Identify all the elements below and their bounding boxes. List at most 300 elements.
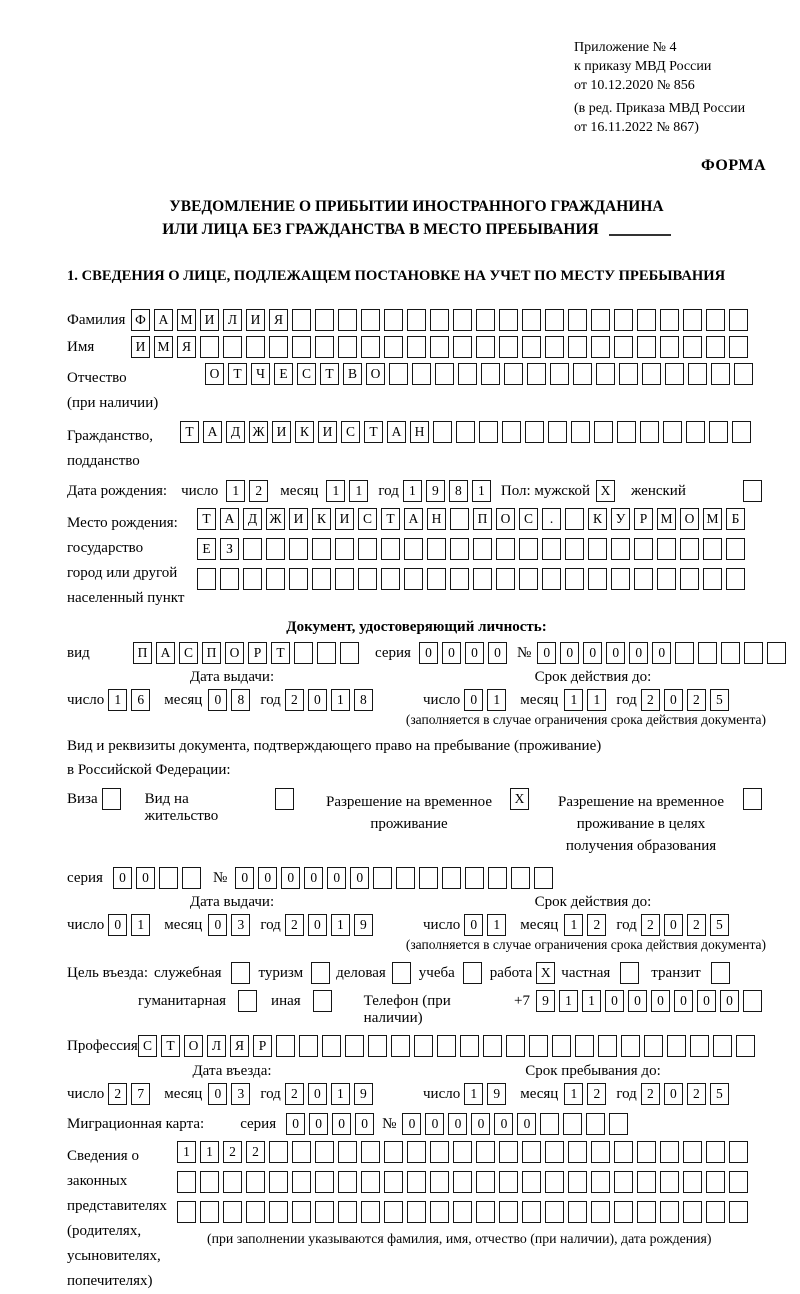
char-cell[interactable] (200, 1171, 219, 1193)
char-cell[interactable]: Л (207, 1035, 226, 1057)
char-cell[interactable]: 0 (606, 642, 625, 664)
char-cell[interactable] (450, 538, 469, 560)
char-cell[interactable]: С (358, 508, 377, 530)
char-cell[interactable] (292, 336, 311, 358)
char-cell[interactable] (220, 568, 239, 590)
char-cell[interactable] (522, 1141, 541, 1163)
char-cell[interactable]: Т (364, 421, 383, 443)
char-cell[interactable] (690, 1035, 709, 1057)
char-cell[interactable]: 0 (494, 1113, 513, 1135)
char-cell[interactable] (657, 538, 676, 560)
char-cell[interactable]: 0 (332, 1113, 351, 1135)
char-cell[interactable]: Д (226, 421, 245, 443)
checkbox-work[interactable]: X (536, 962, 555, 984)
char-cell[interactable] (637, 309, 656, 331)
checkbox-private[interactable] (620, 962, 639, 984)
char-cell[interactable] (269, 1171, 288, 1193)
char-cell[interactable]: Я (230, 1035, 249, 1057)
char-cell[interactable] (315, 336, 334, 358)
char-cell[interactable] (706, 309, 725, 331)
birth-month-boxes[interactable] (326, 480, 372, 502)
char-cell[interactable] (542, 568, 561, 590)
birth-day-boxes[interactable] (226, 480, 272, 502)
char-cell[interactable] (680, 538, 699, 560)
char-cell[interactable]: 0 (309, 1113, 328, 1135)
char-cell[interactable] (683, 336, 702, 358)
char-cell[interactable] (430, 1171, 449, 1193)
char-cell[interactable] (476, 1141, 495, 1163)
char-cell[interactable]: М (657, 508, 676, 530)
char-cell[interactable] (743, 990, 762, 1012)
char-cell[interactable]: 0 (425, 1113, 444, 1135)
char-cell[interactable] (726, 538, 745, 560)
char-cell[interactable]: 1 (587, 689, 606, 711)
char-cell[interactable] (734, 363, 753, 385)
char-cell[interactable]: 9 (354, 914, 373, 936)
char-cell[interactable] (292, 309, 311, 331)
char-cell[interactable] (197, 568, 216, 590)
char-cell[interactable]: 0 (308, 914, 327, 936)
char-cell[interactable] (522, 1171, 541, 1193)
char-cell[interactable]: 7 (131, 1083, 150, 1105)
char-cell[interactable] (200, 336, 219, 358)
stay-month-boxes[interactable] (564, 1083, 610, 1105)
char-cell[interactable]: А (404, 508, 423, 530)
char-cell[interactable] (660, 1171, 679, 1193)
char-cell[interactable] (407, 1201, 426, 1223)
char-cell[interactable] (159, 867, 178, 889)
doc-series-boxes[interactable] (419, 642, 511, 664)
char-cell[interactable] (396, 867, 415, 889)
char-cell[interactable]: С (138, 1035, 157, 1057)
char-cell[interactable]: 1 (559, 990, 578, 1012)
checkbox-male[interactable]: X (596, 480, 615, 502)
char-cell[interactable]: 1 (349, 480, 368, 502)
char-cell[interactable]: 0 (674, 990, 693, 1012)
char-cell[interactable]: О (680, 508, 699, 530)
char-cell[interactable] (667, 1035, 686, 1057)
char-cell[interactable] (614, 309, 633, 331)
char-cell[interactable]: . (542, 508, 561, 530)
char-cell[interactable] (335, 568, 354, 590)
char-cell[interactable] (596, 363, 615, 385)
char-cell[interactable] (246, 1171, 265, 1193)
char-cell[interactable] (312, 538, 331, 560)
char-cell[interactable]: 0 (113, 867, 132, 889)
char-cell[interactable] (435, 363, 454, 385)
char-cell[interactable] (294, 642, 313, 664)
char-cell[interactable]: А (387, 421, 406, 443)
birth-place-row-2[interactable] (197, 538, 749, 560)
char-cell[interactable] (361, 336, 380, 358)
char-cell[interactable]: Н (410, 421, 429, 443)
char-cell[interactable] (361, 1171, 380, 1193)
char-cell[interactable]: Р (248, 642, 267, 664)
char-cell[interactable]: 3 (231, 914, 250, 936)
char-cell[interactable]: Е (274, 363, 293, 385)
char-cell[interactable] (338, 309, 357, 331)
char-cell[interactable]: 2 (641, 1083, 660, 1105)
char-cell[interactable]: 2 (641, 689, 660, 711)
char-cell[interactable] (476, 1201, 495, 1223)
char-cell[interactable] (614, 1171, 633, 1193)
char-cell[interactable] (637, 1141, 656, 1163)
checkbox-residence-permit[interactable] (275, 788, 294, 810)
representatives-row-3[interactable] (177, 1201, 752, 1223)
migration-series-boxes[interactable] (286, 1113, 378, 1135)
char-cell[interactable] (407, 336, 426, 358)
char-cell[interactable] (729, 1141, 748, 1163)
char-cell[interactable] (299, 1035, 318, 1057)
char-cell[interactable] (473, 568, 492, 590)
char-cell[interactable] (499, 336, 518, 358)
char-cell[interactable] (660, 1201, 679, 1223)
char-cell[interactable]: П (473, 508, 492, 530)
char-cell[interactable] (246, 1201, 265, 1223)
char-cell[interactable] (568, 1201, 587, 1223)
char-cell[interactable] (292, 1201, 311, 1223)
char-cell[interactable]: Н (427, 508, 446, 530)
char-cell[interactable]: 1 (564, 1083, 583, 1105)
char-cell[interactable]: 3 (231, 1083, 250, 1105)
char-cell[interactable]: 1 (331, 914, 350, 936)
char-cell[interactable]: И (246, 309, 265, 331)
char-cell[interactable] (644, 1035, 663, 1057)
char-cell[interactable]: 0 (442, 642, 461, 664)
phone-boxes[interactable] (536, 990, 766, 1012)
char-cell[interactable] (550, 363, 569, 385)
char-cell[interactable]: 0 (517, 1113, 536, 1135)
char-cell[interactable] (437, 1035, 456, 1057)
char-cell[interactable] (427, 538, 446, 560)
char-cell[interactable]: 0 (651, 990, 670, 1012)
char-cell[interactable]: О (225, 642, 244, 664)
char-cell[interactable] (565, 568, 584, 590)
char-cell[interactable] (634, 568, 653, 590)
patronymic-boxes[interactable] (205, 363, 757, 385)
char-cell[interactable]: 1 (403, 480, 422, 502)
char-cell[interactable] (511, 867, 530, 889)
char-cell[interactable] (527, 363, 546, 385)
char-cell[interactable]: 1 (331, 689, 350, 711)
char-cell[interactable] (675, 642, 694, 664)
char-cell[interactable] (433, 421, 452, 443)
checkbox-temp-residence-education[interactable] (743, 788, 762, 810)
char-cell[interactable]: 1 (487, 914, 506, 936)
char-cell[interactable]: 6 (131, 689, 150, 711)
char-cell[interactable] (276, 1035, 295, 1057)
char-cell[interactable] (269, 1141, 288, 1163)
char-cell[interactable] (269, 1201, 288, 1223)
char-cell[interactable] (391, 1035, 410, 1057)
char-cell[interactable] (703, 568, 722, 590)
char-cell[interactable] (545, 309, 564, 331)
char-cell[interactable] (683, 1141, 702, 1163)
char-cell[interactable] (289, 568, 308, 590)
char-cell[interactable]: И (131, 336, 150, 358)
char-cell[interactable] (223, 336, 242, 358)
char-cell[interactable]: 9 (354, 1083, 373, 1105)
char-cell[interactable] (660, 1141, 679, 1163)
checkbox-other[interactable] (313, 990, 332, 1012)
char-cell[interactable]: 0 (208, 914, 227, 936)
residence-series-boxes[interactable] (113, 867, 205, 889)
char-cell[interactable]: И (272, 421, 291, 443)
char-cell[interactable] (223, 1201, 242, 1223)
issue-day-boxes[interactable] (108, 689, 154, 711)
char-cell[interactable] (706, 1141, 725, 1163)
char-cell[interactable] (545, 336, 564, 358)
char-cell[interactable]: Б (726, 508, 745, 530)
char-cell[interactable] (573, 363, 592, 385)
char-cell[interactable] (594, 421, 613, 443)
char-cell[interactable] (709, 421, 728, 443)
char-cell[interactable]: 2 (285, 1083, 304, 1105)
char-cell[interactable] (588, 568, 607, 590)
stay-day-boxes[interactable] (464, 1083, 510, 1105)
char-cell[interactable] (450, 568, 469, 590)
checkbox-study[interactable] (463, 962, 482, 984)
char-cell[interactable] (338, 1141, 357, 1163)
char-cell[interactable]: 0 (281, 867, 300, 889)
char-cell[interactable] (698, 642, 717, 664)
checkbox-official[interactable] (231, 962, 250, 984)
char-cell[interactable] (683, 1171, 702, 1193)
char-cell[interactable] (563, 1113, 582, 1135)
char-cell[interactable] (338, 336, 357, 358)
char-cell[interactable]: М (154, 336, 173, 358)
char-cell[interactable]: 2 (587, 914, 606, 936)
char-cell[interactable] (315, 309, 334, 331)
char-cell[interactable] (266, 538, 285, 560)
char-cell[interactable] (453, 1201, 472, 1223)
char-cell[interactable] (688, 363, 707, 385)
char-cell[interactable] (703, 538, 722, 560)
char-cell[interactable] (322, 1035, 341, 1057)
char-cell[interactable]: 2 (687, 689, 706, 711)
char-cell[interactable]: 0 (419, 642, 438, 664)
char-cell[interactable] (637, 336, 656, 358)
doc-kind-boxes[interactable] (133, 642, 363, 664)
char-cell[interactable]: 0 (488, 642, 507, 664)
char-cell[interactable] (389, 363, 408, 385)
char-cell[interactable] (496, 568, 515, 590)
char-cell[interactable]: 0 (605, 990, 624, 1012)
char-cell[interactable] (621, 1035, 640, 1057)
char-cell[interactable] (358, 538, 377, 560)
stay-year-boxes[interactable] (641, 1083, 733, 1105)
surname-boxes[interactable] (131, 309, 752, 331)
char-cell[interactable] (200, 1201, 219, 1223)
char-cell[interactable] (430, 1141, 449, 1163)
char-cell[interactable] (519, 538, 538, 560)
char-cell[interactable] (519, 568, 538, 590)
char-cell[interactable] (767, 642, 786, 664)
char-cell[interactable] (729, 309, 748, 331)
char-cell[interactable] (458, 363, 477, 385)
char-cell[interactable]: 0 (350, 867, 369, 889)
char-cell[interactable]: К (588, 508, 607, 530)
doc-number-boxes[interactable] (537, 642, 790, 664)
char-cell[interactable] (456, 421, 475, 443)
char-cell[interactable]: А (203, 421, 222, 443)
char-cell[interactable]: С (341, 421, 360, 443)
char-cell[interactable]: М (703, 508, 722, 530)
char-cell[interactable]: 0 (108, 914, 127, 936)
char-cell[interactable] (522, 309, 541, 331)
char-cell[interactable] (706, 1171, 725, 1193)
char-cell[interactable] (499, 1141, 518, 1163)
char-cell[interactable] (588, 538, 607, 560)
char-cell[interactable]: С (297, 363, 316, 385)
char-cell[interactable]: 0 (664, 689, 683, 711)
entry-day-boxes[interactable] (108, 1083, 154, 1105)
char-cell[interactable] (609, 1113, 628, 1135)
char-cell[interactable] (476, 1171, 495, 1193)
char-cell[interactable] (292, 1171, 311, 1193)
issue-month-boxes[interactable] (208, 689, 254, 711)
char-cell[interactable] (565, 538, 584, 560)
valid-day-boxes[interactable] (464, 689, 510, 711)
char-cell[interactable] (340, 642, 359, 664)
char-cell[interactable]: 2 (687, 1083, 706, 1105)
char-cell[interactable]: Т (320, 363, 339, 385)
checkbox-transit[interactable] (711, 962, 730, 984)
char-cell[interactable] (663, 421, 682, 443)
char-cell[interactable]: 1 (472, 480, 491, 502)
char-cell[interactable] (292, 1141, 311, 1163)
char-cell[interactable]: 0 (464, 689, 483, 711)
char-cell[interactable] (729, 336, 748, 358)
checkbox-business[interactable] (392, 962, 411, 984)
char-cell[interactable] (637, 1171, 656, 1193)
char-cell[interactable] (568, 336, 587, 358)
char-cell[interactable] (713, 1035, 732, 1057)
char-cell[interactable]: 1 (131, 914, 150, 936)
char-cell[interactable] (565, 508, 584, 530)
char-cell[interactable] (414, 1035, 433, 1057)
char-cell[interactable]: М (177, 309, 196, 331)
char-cell[interactable]: О (205, 363, 224, 385)
char-cell[interactable] (706, 1201, 725, 1223)
char-cell[interactable]: 2 (641, 914, 660, 936)
char-cell[interactable]: У (611, 508, 630, 530)
char-cell[interactable]: 0 (697, 990, 716, 1012)
char-cell[interactable] (614, 1201, 633, 1223)
char-cell[interactable]: П (202, 642, 221, 664)
char-cell[interactable]: 2 (246, 1141, 265, 1163)
char-cell[interactable] (460, 1035, 479, 1057)
char-cell[interactable]: 0 (304, 867, 323, 889)
char-cell[interactable] (534, 867, 553, 889)
char-cell[interactable]: О (366, 363, 385, 385)
char-cell[interactable]: И (200, 309, 219, 331)
char-cell[interactable] (496, 538, 515, 560)
char-cell[interactable] (721, 642, 740, 664)
char-cell[interactable]: 0 (327, 867, 346, 889)
profession-boxes[interactable] (138, 1035, 759, 1057)
char-cell[interactable] (522, 336, 541, 358)
char-cell[interactable]: Т (180, 421, 199, 443)
char-cell[interactable] (269, 336, 288, 358)
char-cell[interactable] (384, 1141, 403, 1163)
char-cell[interactable] (529, 1035, 548, 1057)
char-cell[interactable]: А (156, 642, 175, 664)
char-cell[interactable] (384, 1201, 403, 1223)
char-cell[interactable] (381, 568, 400, 590)
char-cell[interactable] (591, 1171, 610, 1193)
char-cell[interactable]: 2 (587, 1083, 606, 1105)
char-cell[interactable] (177, 1201, 196, 1223)
char-cell[interactable] (729, 1201, 748, 1223)
char-cell[interactable] (476, 336, 495, 358)
char-cell[interactable] (358, 568, 377, 590)
char-cell[interactable] (545, 1141, 564, 1163)
char-cell[interactable] (680, 568, 699, 590)
char-cell[interactable] (453, 336, 472, 358)
birth-place-row-3[interactable] (197, 568, 749, 590)
char-cell[interactable] (404, 538, 423, 560)
char-cell[interactable]: 0 (208, 689, 227, 711)
char-cell[interactable] (499, 309, 518, 331)
char-cell[interactable] (545, 1201, 564, 1223)
char-cell[interactable]: 9 (426, 480, 445, 502)
char-cell[interactable]: С (179, 642, 198, 664)
char-cell[interactable] (361, 1141, 380, 1163)
char-cell[interactable]: 0 (465, 642, 484, 664)
checkbox-temp-residence[interactable]: X (510, 788, 529, 810)
char-cell[interactable] (542, 538, 561, 560)
char-cell[interactable] (407, 1141, 426, 1163)
char-cell[interactable]: А (220, 508, 239, 530)
char-cell[interactable]: 1 (108, 689, 127, 711)
citizenship-boxes[interactable] (180, 421, 755, 443)
char-cell[interactable] (634, 538, 653, 560)
char-cell[interactable] (338, 1201, 357, 1223)
char-cell[interactable]: Т (228, 363, 247, 385)
char-cell[interactable] (706, 336, 725, 358)
char-cell[interactable]: 2 (223, 1141, 242, 1163)
char-cell[interactable]: Т (197, 508, 216, 530)
char-cell[interactable] (315, 1171, 334, 1193)
char-cell[interactable] (404, 568, 423, 590)
entry-month-boxes[interactable] (208, 1083, 254, 1105)
char-cell[interactable]: 5 (710, 914, 729, 936)
char-cell[interactable] (598, 1035, 617, 1057)
char-cell[interactable]: 2 (285, 689, 304, 711)
char-cell[interactable]: 1 (331, 1083, 350, 1105)
char-cell[interactable] (525, 421, 544, 443)
valid-month-boxes[interactable] (564, 689, 610, 711)
char-cell[interactable] (545, 1171, 564, 1193)
char-cell[interactable] (427, 568, 446, 590)
char-cell[interactable] (617, 421, 636, 443)
char-cell[interactable]: Ф (131, 309, 150, 331)
char-cell[interactable] (683, 309, 702, 331)
checkbox-visa[interactable] (102, 788, 121, 810)
res-valid-year-boxes[interactable] (641, 914, 733, 936)
char-cell[interactable] (182, 867, 201, 889)
char-cell[interactable] (345, 1035, 364, 1057)
char-cell[interactable] (499, 1171, 518, 1193)
issue-year-boxes[interactable] (285, 689, 377, 711)
char-cell[interactable]: К (295, 421, 314, 443)
checkbox-tourism[interactable] (311, 962, 330, 984)
birth-year-boxes[interactable] (403, 480, 495, 502)
char-cell[interactable] (591, 309, 610, 331)
char-cell[interactable]: 1 (200, 1141, 219, 1163)
char-cell[interactable] (453, 309, 472, 331)
